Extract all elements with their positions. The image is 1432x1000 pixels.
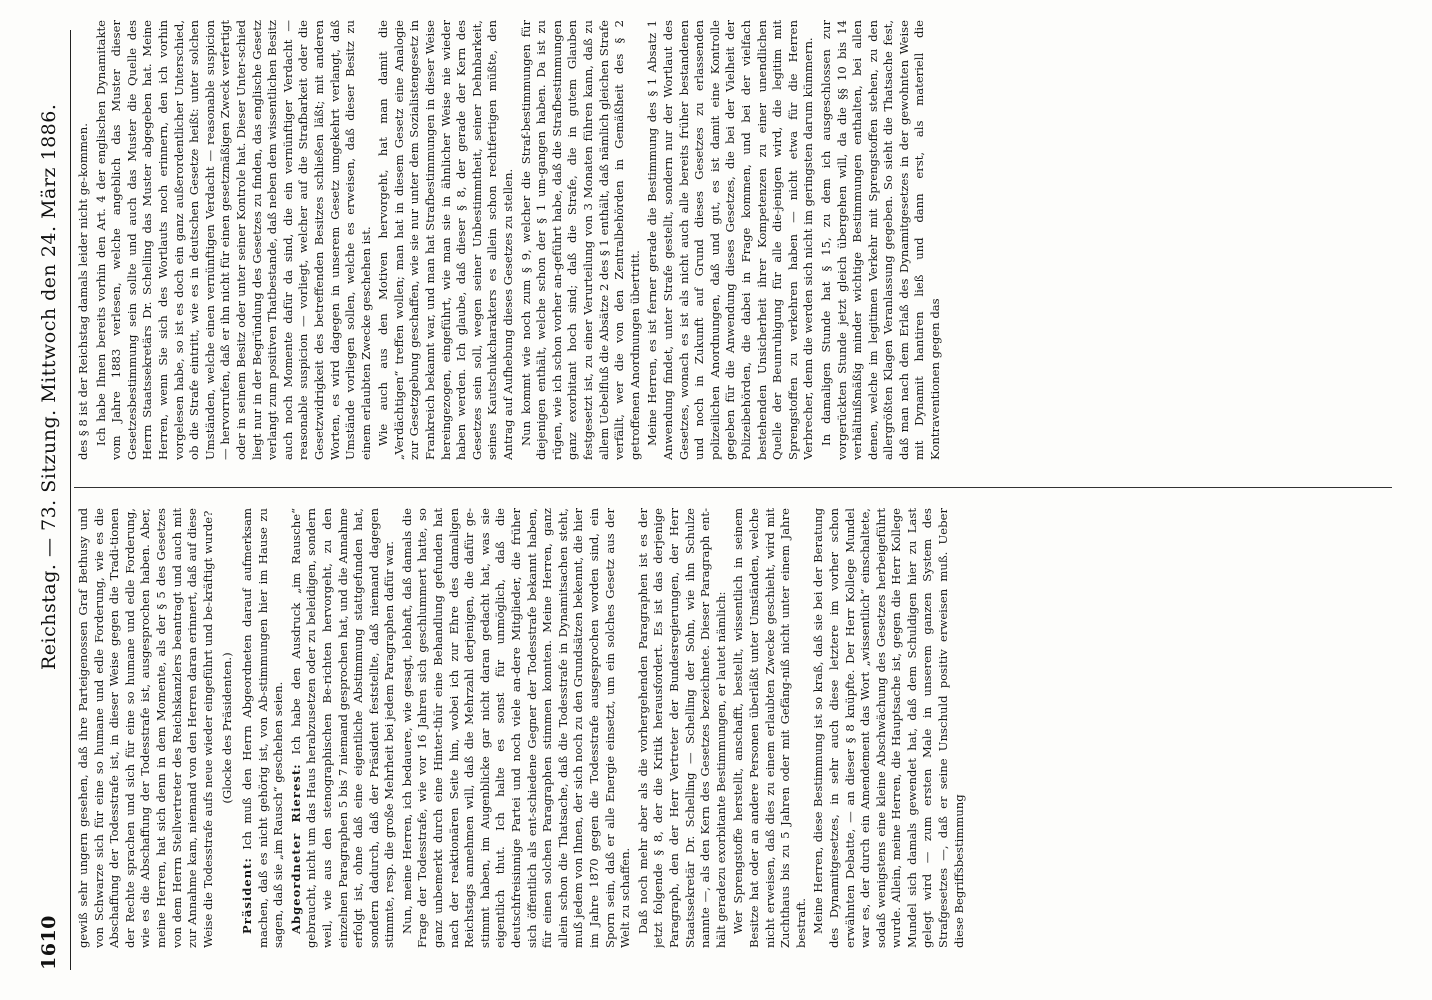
paragraph bbox=[400, 508, 634, 948]
text-column-right bbox=[76, 20, 1372, 460]
paragraph-text: Wie auch aus den Motiven hervorgeht, hat man damit die „Verdächtigen“ treffen wollen; man hat in diesem Gesetz eine Analogie zur Gesetzgebung geschaffen, wie sie nur unter dem Sozialistengesetz in Frankreich bekannt war, und man hat Strafbestimmungen in dieser Weise hereingezogen, eingeführt, wie man sie in ähnlicher Weise nie wieder haben werden. Ich glaube, daß dieser § 8, der gerade der Kern des Gesetzes sein soll, wegen seiner Unbestimmtheit, seiner Dehnbarkeit, seines Kautschukcharakters es allein schon rechtfertigen müßte, den Antrag auf Aufhebung dieses Gesetzes zu stellen. bbox=[376, 20, 516, 460]
paragraph-text: In damaligen Stunde hat § 15, zu dem ich ausgeschlossen zur vorgerückten Stunde jetzt gleich übergehen will, da die §§ 10 bis 14 verhältnißmäßig minder wichtige Bestimmungen enthalten, bei allen denen, welche im legitimen Verkehr mit Sprengstoffen stehen, zu den allergrößten Klagen Veranlassung gegeben. So sieht die Thatsache fest, daß man nach dem Erlaß des Dynamitgesetzes in der gewohnten Weise mit Dynamit hantiren ließ und dann erst, als materiell die Kontraventionen gegen das bbox=[818, 20, 943, 460]
paragraph-text: Ich muß den Herrn Abgeordneten darauf aufmerksam machen, daß es nicht gehörig ist, von Ab-stimmungen hier im Hause zu sagen, daß sie „im Rausch“ geschehen seien. bbox=[239, 508, 286, 948]
speaker-name: Abgeordneter Rierest: bbox=[288, 763, 303, 934]
digitization-footer bbox=[0, 262, 262, 1000]
paragraph bbox=[731, 508, 809, 948]
paragraph bbox=[811, 508, 967, 948]
paragraph-text: (Glocke des Präsidenten.) bbox=[220, 652, 235, 804]
paragraph-text: des § 8 ist der Reichstag damals leider nicht ge-kommen. bbox=[76, 123, 90, 460]
paragraph bbox=[645, 20, 817, 460]
paragraph-text: Meine Herren, es ist ferner gerade die Bestimmung des § 1 Absatz 1 Anwendung findet, unter Strafe gestellt, sondern nur der Wortlaut des Gesetzes, wonach es ist als nicht auch alle bereits früher bestandenen und noch in Zukunft auf Grund dieses Gesetzes zu erlassenden polizeilichen Anordnungen, daß und gut, es ist damit eine Kontrolle gegeben für die Anwendung dieses Gesetzes, die bei der Vielheit der Polizeibehörden, die dabei in Frage kommen, und bei der vielfach bestehenden Unsicherheit ihrer Kompetenzen zu einer unendlichen Quelle der Beunruhigung für alle die-jenigen wird, die legitim mit Sprengstoffen zu verkehren haben — nicht etwa für die Herren Verbrecher, denn die werden sich nicht im geringsten darum kümmern. bbox=[645, 20, 816, 460]
speaker-name: Präsident: bbox=[239, 857, 254, 934]
paragraph bbox=[289, 508, 398, 948]
paragraph-text: Ich habe Ihnen bereits vorhin den Art. 4 der englischen Dynamitakte vom Jahre 1883 verlesen, welche angeblich das Muster dieser Gesetzesbestimmung sein sollte und auch das Muster die Quelle des Herrn Staatssekretärs Dr. Schelling das Muster abgegeben hat. Meine Herren, wenn Sie sich des Wortlauts noch erinnern, den ich vorhin vorgelesen habe, so ist es doch ein ganz außerordentlicher Unterschied, ob die Strafe eintritt, wie es in deutschen Gesetze heißt: unter solchen Umständen, welche einen vernünftigen Verdacht — reasonable suspicion — hervorrufen, daß er ihn nicht für einen gesetzmäßigen Zweck verfertigt oder in seinem Besitz oder unter seiner Kontrole hat. Dieser Unter-schied liegt nur in der Begründung des Gesetzes zu finden, das englische Gesetz verlangt zum positiven Thatbestande, daß neben dem wissentlichen Besitz auch noch Momente dafür da sind, die ein vernünftiger Verdacht — reasonable suspicion — vorliegt, welcher auf die Strafbarkeit oder die Gesetzwidrigkeit des betreffenden Besitzes schließen läßt; mit anderen Worten, es wird dagegen in unserem Gesetz umgekehrt verlangt, daß Umstände vorliegen sollen, welche es erweisen, daß dieser Besitz zu einem erlaubten Zwecke geschehen ist. bbox=[93, 20, 373, 460]
paragraph-text: gewiß sehr ungern gesehen, daß ihre Parteigenossen Graf Bethusy und von Schwarze sich für eine so humane und edle Forderung, wie es die Abschaffung der Todesstrafe ist, in dieser Weise gegen die Tradi-tionen der Rechte sprachen und sich für eine so humane und edle Forderung, wie es die Abschaffung der Todesstrafe ist, ausgesprochen haben. Aber, meine Herren, hat sich denn in dem Momente, als der § 5 des Gesetzes von dem Herrn Stellvertreter des Reichskanzlers beantragt und auch mit zur Annahme kam, niemand von den Herren daran erinnert, daß auf diese Weise die Todesstrafe aufs neue wieder eingeführt und be-kräftigt wurde? bbox=[76, 508, 215, 948]
page-number: 1610 bbox=[38, 915, 60, 970]
paragraph-text: Nun, meine Herren, ich bedauere, wie gesagt, lebhaft, daß damals die Frage der Todesstrafe, wie vor 16 Jahren sich geschlummert hatte, so ganz unbemerkt durch eine Hinter-thür eine Behandlung gefunden hat nach der reaktionären Seite hin, wobei ich zur Ehre des damaligen Reichstags annehmen will, daß die Mehrzahl derjenigen, die dafür ge-stimmt haben, im Augenblicke gar nicht daran gedacht hat, was sie eigentlich thut. Ich halte es sonst für unmöglich, daß die deutschfreisinnige Partei und noch viele an-dere Mitglieder, die früher sich öffentlich als ent-schiedene Gegner der Todesstrafe bekannt haben, für einen solchen Paragraphen stimmen konnten. Meine Herren, ganz allein schon die Thatsache, daß die Todesstrafe in Dynamitsachen steht, muß jedem von Ihnen, der sich noch zu den Grundsätzen bekennt, die hier im Jahre 1870 gegen die Todesstrafe ausgesprochen worden sind, ein Sporn sein, daß er alle Energie einsetzt, um ein solches Gesetz aus der Welt zu schaffen. bbox=[399, 508, 633, 948]
paragraph bbox=[819, 20, 944, 460]
paragraph bbox=[636, 508, 730, 948]
paragraph bbox=[519, 20, 644, 460]
column-divider bbox=[74, 487, 1392, 488]
paragraph-text: Ich habe den Ausdruck „im Rausche“ gebraucht, nicht um das Haus herabzusetzen oder zu beleidigen, sondern weil, wie aus den stenographischen Be-richten hervorgeht, zu den einzelnen Paragraphen 5 bis 7 niemand gesprochen hat, und die Annahme erfolgt ist, ohne daß eine eigentliche Abstimmung stattgefunden hat, sondern dadurch, daß der Präsident feststellte, daß niemand dagegen stimmte, resp. die große Mehrheit bei jedem Paragraphen dafür war. bbox=[288, 508, 397, 948]
paragraph-text: Wer Sprengstoffe herstellt, anschafft, bestellt, wissentlich in seinem Besitze hat oder an andere Personen überläßt unter Umständen, welche nicht erweisen, daß dies zu einem erlaubten Zwecke geschieht, wird mit Zuchthaus bis zu 5 Jahren oder mit Gefäng-niß nicht unter einem Jahre bestraft. bbox=[731, 508, 808, 948]
text-column-left bbox=[76, 508, 1372, 948]
paragraph-text: Nun kommt wie noch zum § 9, welcher die Straf-bestimmungen für diejenigen enthält, welche schon der § 1 um-gangen haben. Da ist zu rügen, wie ich schon vorher an-geführt habe, daß die Strafbestimmungen ganz exorbitant hoch sind; daß die Strafe, die in gutem Glauben festgesetzt ist, zu einer Verurteilung von 3 Monaten führen kann, daß zu allem Uebelfluß die Absätze 2 des § 1 enthält, daß nämlich gleichen Strafe verfällt, wer die von den Zentralbehörden in Gemäßheit des § 2 getroffenen Anordnungen übertritt. bbox=[518, 20, 642, 460]
paragraph-text: Daß noch mehr aber als die vorhergehenden Paragraphen ist es der jetzt folgende § 8, der die Kritik herausfordert. Es ist das derjenige Paragraph, den der Herr Vertreter der Bundesregierungen, der Herr Staatssekretär Dr. Schelling — Schelling der Sohn, wie ihn Schulze nannte —, als den Kern des Gesetzes bezeichnete. Dieser Paragraph ent-hält geradezu exorbitante Bestimmungen, er lautet nämlich: bbox=[635, 508, 728, 948]
paragraph-text: Meine Herren, diese Bestimmung ist so kraß, daß sie bei der Beratung des Dynamitgesetzes, in sehr auch diese letztere im vorher schon erwähnten Debatte, — an dieser § 8 knüpfte. Der Herr Kollege Mundel war es, der durch ein Amendement das Wort „wissentlich“ einschaltete, sodaß wenigstens eine kleine Abschwächung des Gesetzes herbeigeführt wurde. Allein, meine Herren, die Hauptsache ist, gegen die Herr Kollege Mundel sich damals gewendet hat, daß dem Schuldigen hier zu Last gelegt wird — zum ersten Male in unserem ganzen System des Strafgesetzes —, daß er seine Unschuld positiv erweisen muß. Ueber diese Begriffsbestimmung bbox=[811, 508, 966, 948]
paragraph bbox=[376, 20, 516, 460]
page-title: Reichstag. — 73. Sitzung. Mittwoch den 24. März 1886. bbox=[38, 103, 60, 670]
